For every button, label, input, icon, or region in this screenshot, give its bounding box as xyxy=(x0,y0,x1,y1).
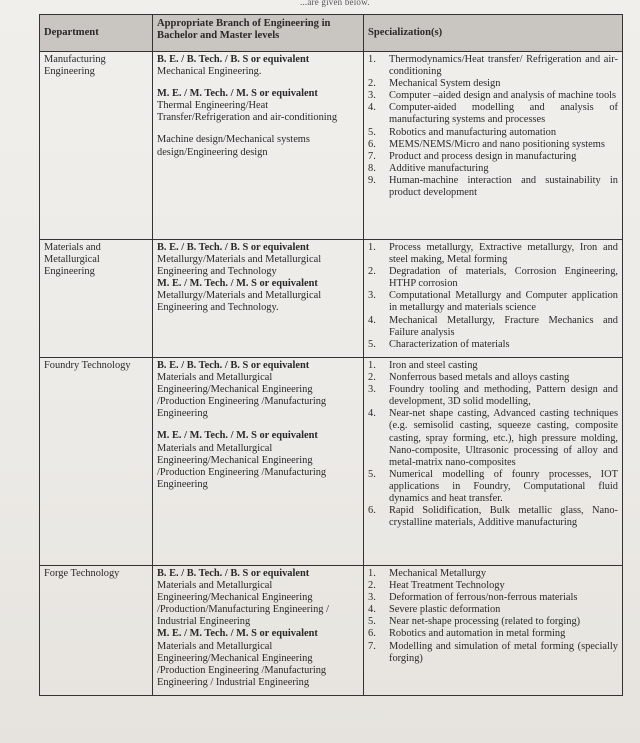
specialization-list xyxy=(368,568,618,665)
table-row xyxy=(40,358,623,566)
table-row xyxy=(40,566,623,696)
list-item: 4. Severe plastic deformation xyxy=(368,604,501,616)
me-heading: M. E. / M. Tech. / M. S or equivalent xyxy=(157,88,318,100)
specialization-cell xyxy=(364,566,623,696)
table-row xyxy=(40,240,623,358)
be-text: Metallurgy/Materials and Metallurgical Engineering and Technology xyxy=(157,254,322,278)
me-heading: M. E. / M. Tech. / M. S or equivalent xyxy=(157,430,318,442)
be-heading: B. E. / B. Tech. / B. S or equivalent xyxy=(157,242,310,253)
specialization-cell xyxy=(364,52,623,240)
list-item: 6. MEMS/NEMS/Micro and nano positioning systems xyxy=(368,138,605,150)
top-text-fragment: ...are given below. xyxy=(300,0,370,7)
list-item: 1. Thermodynamics/Heat transfer/ Refrigeration and air-conditioning xyxy=(368,54,618,78)
list-item: 2. Heat Treatment Technology xyxy=(368,580,505,592)
department-cell: Materials and Metallurgical Engineering xyxy=(40,240,153,358)
branch-cell xyxy=(153,52,364,240)
specialization-cell xyxy=(364,358,623,566)
me-text: Materials and Metallurgical Engineering/Mechanical Engineering /Production Engineering /Manufacturing Engineering / Industrial Engineering xyxy=(157,640,327,688)
list-item: 4. Computer-aided modelling and analysis of manufacturing systems and processes xyxy=(368,102,618,126)
list-item: 5. Robotics and manufacturing automation xyxy=(368,126,557,138)
be-text: Materials and Metallurgical Engineering/Mechanical Engineering /Production/Manufacturing Engineering / Industrial Engineering xyxy=(157,580,329,628)
list-item: 9. Human-machine interaction and sustainability in product development xyxy=(368,174,618,199)
list-item: 3. Computer –aided design and analysis of machine tools xyxy=(368,90,617,102)
specialization-list xyxy=(368,54,618,199)
branch-cell xyxy=(153,358,364,566)
list-item: 4. Near-net shape casting, Advanced casting techniques (e.g. semisolid casting, squeeze casting, composite casting, spray forming, etc.), high pressure molding, Nano-composite, Ultrasonic processing of alloy and metal-matrix nano-composites xyxy=(368,408,618,468)
specialization-list xyxy=(368,360,618,529)
list-item: 2. Mechanical System design xyxy=(368,78,501,90)
be-heading: B. E. / B. Tech. / B. S or equivalent xyxy=(157,568,310,579)
me-heading: M. E. / M. Tech. / M. S or equivalent xyxy=(157,278,318,290)
list-item: 7. Modelling and simulation of metal forming (specially forging) xyxy=(368,640,618,664)
specialization-list xyxy=(368,242,618,351)
header-specialization: Specialization(s) xyxy=(364,15,623,52)
list-item: 2. Nonferrous based metals and alloys casting xyxy=(368,372,570,384)
list-item: 7. Product and process design in manufacturing xyxy=(368,150,577,162)
list-item: 3. Computational Metallurgy and Computer application in metallurgy and materials science xyxy=(368,290,618,314)
list-item: 5. Characterization of materials xyxy=(368,338,510,350)
list-item: 3. Foundry tooling and methoding, Pattern design and development, 3D solid modelling, xyxy=(368,384,618,408)
me-text: Thermal Engineering/Heat Transfer/Refrigeration and air-conditioning xyxy=(157,100,338,124)
list-item: 1. Iron and steel casting xyxy=(368,360,478,371)
be-text: Mechanical Engineering. xyxy=(157,66,262,78)
specialization-cell xyxy=(364,240,623,358)
list-item: 4. Mechanical Metallurgy, Fracture Mechanics and Failure analysis xyxy=(368,314,618,338)
be-heading: B. E. / B. Tech. / B. S or equivalent xyxy=(157,360,310,371)
list-item: 3. Deformation of ferrous/non-ferrous materials xyxy=(368,592,578,604)
list-item: 8. Additive manufacturing xyxy=(368,162,489,174)
me-heading: M. E. / M. Tech. / M. S or equivalent xyxy=(157,628,318,640)
department-cell: Manufacturing Engineering xyxy=(40,52,153,240)
be-heading: B. E. / B. Tech. / B. S or equivalent xyxy=(157,54,310,65)
header-department: Department xyxy=(40,15,153,52)
department-cell: Foundry Technology xyxy=(40,358,153,566)
table-row xyxy=(40,52,623,240)
table-header-row xyxy=(40,15,623,52)
department-cell: Forge Technology xyxy=(40,566,153,696)
extra-text: Machine design/Mechanical systems design/Engineering design xyxy=(157,134,310,158)
list-item: 2. Degradation of materials, Corrosion Engineering, HTHP corrosion xyxy=(368,266,618,290)
list-item: 5. Numerical modelling of founry processes, IOT applications in Foundry, Computational fluid dynamics and heat transfer. xyxy=(368,468,618,505)
me-text: Materials and Metallurgical Engineering/Mechanical Engineering /Production Engineering /Manufacturing Engineering xyxy=(157,442,327,490)
list-item: 6. Robotics and automation in metal forming xyxy=(368,628,566,640)
branch-cell xyxy=(153,240,364,358)
list-item: 1. Process metallurgy, Extractive metallurgy, Iron and steel making, Metal forming xyxy=(368,242,618,266)
header-branch: Appropriate Branch of Engineering in Bachelor and Master levels xyxy=(153,15,364,52)
me-text: Metallurgy/Materials and Metallurgical Engineering and Technology. xyxy=(157,290,322,314)
list-item: 1. Mechanical Metallurgy xyxy=(368,568,487,579)
specialization-table xyxy=(39,14,623,696)
be-text: Materials and Metallurgical Engineering/Mechanical Engineering /Production Engineering /Manufacturing Engineering xyxy=(157,372,327,420)
list-item: 6. Rapid Solidification, Bulk metallic glass, Nano-crystalline materials, Additive manufacturing xyxy=(368,505,618,529)
list-item: 5. Near net-shape processing (related to forging) xyxy=(368,616,581,628)
branch-cell xyxy=(153,566,364,696)
